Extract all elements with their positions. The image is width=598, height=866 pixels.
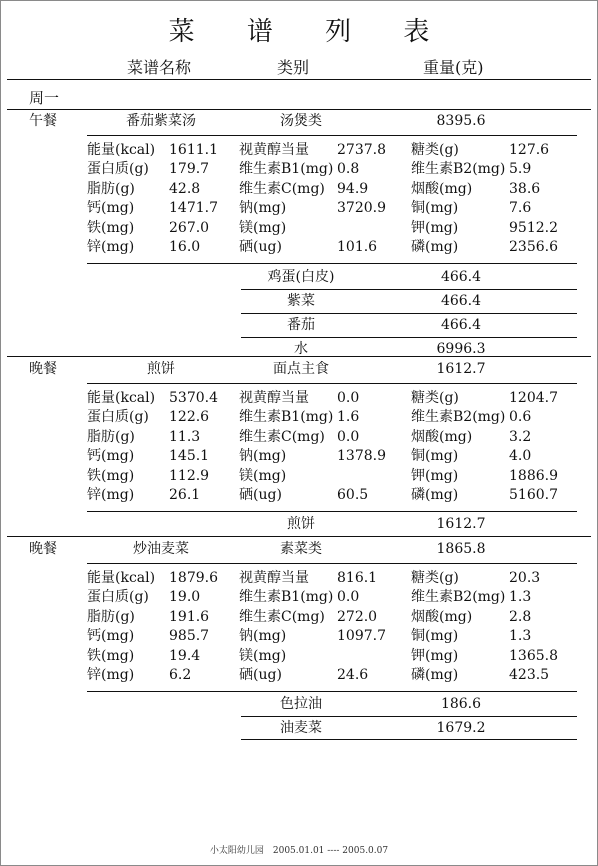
table-end-rule <box>241 739 577 740</box>
ingredient-row-rule <box>241 337 577 338</box>
meal-row-rule <box>7 109 591 110</box>
nutrient-name: 钠(mg) <box>239 200 287 217</box>
nutrient-name: 烟酸(mg) <box>411 180 473 197</box>
nutrient-name: 维生素C(mg) <box>239 180 325 197</box>
nutrient-name: 蛋白质(g) <box>87 409 149 426</box>
column-header-dish-name: 菜谱名称 <box>127 58 192 77</box>
nutrient-name: 能量(kcal) <box>87 390 156 406</box>
header-rule <box>7 79 591 80</box>
nutrient-name: 钠(mg) <box>239 448 287 465</box>
column-header-category: 类别 <box>277 58 310 77</box>
ingredient-weight: 466.4 <box>440 269 482 285</box>
weekday-label: 周一 <box>29 89 60 107</box>
nutrient-value: 272.0 <box>337 608 378 625</box>
nutrient-value: 1.3 <box>509 628 532 645</box>
nutrient-name: 锌(mg) <box>87 667 135 683</box>
nutrient-value: 127.6 <box>509 142 550 158</box>
nutrient-name: 磷(mg) <box>411 667 459 683</box>
ingredient-row-rule <box>241 313 577 314</box>
ingredient-weight: 1612.7 <box>436 516 486 532</box>
dish-weight: 1612.7 <box>436 361 486 377</box>
nutrient-value: 20.3 <box>509 570 541 586</box>
nutrient-name: 磷(mg) <box>411 239 459 255</box>
ingredient-weight: 6996.3 <box>436 341 486 357</box>
ingredient-name: 水 <box>294 341 308 357</box>
nutrient-name: 锌(mg) <box>87 239 135 255</box>
nutrient-value: 985.7 <box>169 628 210 645</box>
ingredient-name: 番茄 <box>287 317 315 333</box>
nutrient-value: 1365.8 <box>509 647 558 664</box>
nutrient-name: 锌(mg) <box>87 487 135 503</box>
nutrient-value: 11.3 <box>169 428 201 445</box>
nutrient-value: 2356.6 <box>509 239 558 255</box>
nutrient-name: 镁(mg) <box>239 647 287 664</box>
nutrient-value: 26.1 <box>169 487 201 503</box>
nutrient-name: 铁(mg) <box>87 467 135 484</box>
nutrient-value: 19.4 <box>169 647 201 664</box>
ingredient-name: 油麦菜 <box>280 720 322 736</box>
ingredient-row-rule <box>241 716 577 717</box>
page-title: 菜 谱 列 表 <box>168 17 452 47</box>
nutrient-name: 维生素B2(mg) <box>411 161 506 178</box>
meal-label: 午餐 <box>29 113 57 129</box>
ingredient-weight: 466.4 <box>440 293 482 309</box>
nutrient-name: 视黄醇当量 <box>239 142 309 158</box>
nutrient-name: 钠(mg) <box>239 628 287 645</box>
nutrient-value: 2737.8 <box>337 142 386 158</box>
dish-weight: 1865.8 <box>436 541 486 557</box>
nutrient-value: 3.2 <box>509 428 532 445</box>
nutrient-name: 硒(ug) <box>239 239 282 255</box>
nutrient-name: 钾(mg) <box>411 647 459 664</box>
page-footer: 小太阳幼儿园 2005.01.01 ---- 2005.0.07 <box>209 846 389 856</box>
nutrient-name: 铜(mg) <box>411 200 459 217</box>
nutrient-value: 5370.4 <box>169 390 218 406</box>
nutrient-value: 6.2 <box>169 667 192 683</box>
nutrient-name: 钾(mg) <box>411 467 459 484</box>
nutrient-name: 维生素B2(mg) <box>411 589 506 606</box>
nutrient-value: 5.9 <box>509 161 532 178</box>
nutrient-value: 1879.6 <box>169 570 218 586</box>
nutrient-value: 1471.7 <box>169 200 218 217</box>
nutrient-name: 维生素B1(mg) <box>239 409 334 426</box>
nutrient-value: 423.5 <box>509 667 550 683</box>
nutrient-rule <box>87 135 577 136</box>
dish-category: 素菜类 <box>280 541 322 557</box>
nutrient-value: 1886.9 <box>509 467 558 484</box>
nutrient-name: 能量(kcal) <box>87 142 156 158</box>
nutrient-value: 122.6 <box>169 409 210 426</box>
nutrient-value: 1611.1 <box>169 142 218 158</box>
nutrient-value: 1378.9 <box>337 448 386 465</box>
nutrient-value: 0.0 <box>337 589 360 606</box>
dish-category: 面点主食 <box>273 361 329 377</box>
nutrient-name: 糖类(g) <box>411 570 459 586</box>
nutrient-value: 101.6 <box>337 239 378 255</box>
nutrient-value: 24.6 <box>337 667 369 683</box>
nutrient-rule <box>87 383 577 384</box>
nutrient-name: 铁(mg) <box>87 219 135 236</box>
nutrient-name: 维生素B1(mg) <box>239 589 334 606</box>
nutrient-name: 烟酸(mg) <box>411 608 473 625</box>
dish-category: 汤煲类 <box>280 113 322 129</box>
nutrient-name: 蛋白质(g) <box>87 161 149 178</box>
nutrient-value: 0.0 <box>337 428 360 445</box>
nutrient-name: 钙(mg) <box>87 200 135 217</box>
ingredient-row-rule <box>241 289 577 290</box>
nutrient-name: 蛋白质(g) <box>87 589 149 606</box>
nutrient-name: 镁(mg) <box>239 467 287 484</box>
nutrient-name: 烟酸(mg) <box>411 428 473 445</box>
nutrient-rule <box>87 563 577 564</box>
nutrient-name: 铁(mg) <box>87 647 135 664</box>
nutrient-value: 191.6 <box>169 608 210 625</box>
dish-name: 炒油麦菜 <box>133 541 189 557</box>
ingredient-weight: 466.4 <box>440 317 482 333</box>
nutrient-value: 1.3 <box>509 589 532 606</box>
nutrient-value: 0.8 <box>337 161 360 178</box>
nutrient-name: 维生素C(mg) <box>239 608 325 625</box>
nutrient-name: 糖类(g) <box>411 142 459 158</box>
nutrient-value: 5160.7 <box>509 487 558 503</box>
nutrient-value: 0.6 <box>509 409 532 426</box>
nutrient-value: 38.6 <box>509 180 541 197</box>
nutrient-value: 1097.7 <box>337 628 386 645</box>
nutrient-value: 94.9 <box>337 180 369 197</box>
nutrient-value: 2.8 <box>509 608 532 625</box>
meal-label: 晚餐 <box>29 361 57 377</box>
nutrient-value: 112.9 <box>169 467 210 484</box>
dish-weight: 8395.6 <box>436 113 486 129</box>
nutrient-name: 维生素C(mg) <box>239 428 325 445</box>
ingredient-name: 鸡蛋(白皮) <box>267 269 335 285</box>
meal-row-rule <box>7 536 591 537</box>
ingredient-name: 煎饼 <box>287 516 315 532</box>
ingredient-rule <box>87 691 577 692</box>
nutrient-name: 磷(mg) <box>411 487 459 503</box>
ingredient-rule <box>87 263 577 264</box>
nutrient-name: 视黄醇当量 <box>239 570 309 586</box>
nutrient-value: 816.1 <box>337 570 378 586</box>
nutrient-name: 镁(mg) <box>239 219 287 236</box>
nutrient-name: 钙(mg) <box>87 448 135 465</box>
nutrient-name: 维生素B2(mg) <box>411 409 506 426</box>
column-header-weight: 重量(克) <box>423 58 484 77</box>
nutrient-name: 糖类(g) <box>411 390 459 406</box>
nutrient-name: 硒(ug) <box>239 667 282 683</box>
nutrient-value: 42.8 <box>169 180 201 197</box>
nutrient-name: 铜(mg) <box>411 448 459 465</box>
nutrient-value: 179.7 <box>169 161 210 178</box>
meal-label: 晚餐 <box>29 541 57 557</box>
nutrient-value: 60.5 <box>337 487 369 503</box>
nutrient-name: 钾(mg) <box>411 219 459 236</box>
nutrient-name: 钙(mg) <box>87 628 135 645</box>
dish-name: 煎饼 <box>147 361 175 377</box>
nutrient-name: 硒(ug) <box>239 487 282 503</box>
nutrient-value: 7.6 <box>509 200 532 217</box>
nutrient-value: 4.0 <box>509 448 532 465</box>
nutrient-name: 脂肪(g) <box>87 428 135 445</box>
nutrient-name: 视黄醇当量 <box>239 390 309 406</box>
nutrient-value: 19.0 <box>169 589 201 606</box>
nutrient-name: 铜(mg) <box>411 628 459 645</box>
ingredient-name: 色拉油 <box>280 696 322 712</box>
ingredient-rule <box>87 511 577 512</box>
nutrient-name: 维生素B1(mg) <box>239 161 334 178</box>
nutrient-name: 能量(kcal) <box>87 570 156 586</box>
nutrient-value: 16.0 <box>169 239 201 255</box>
nutrient-name: 脂肪(g) <box>87 608 135 625</box>
ingredient-row-rule <box>241 356 577 357</box>
nutrient-value: 267.0 <box>169 219 210 236</box>
nutrient-value: 3720.9 <box>337 200 386 217</box>
nutrient-value: 9512.2 <box>509 219 558 236</box>
nutrient-name: 脂肪(g) <box>87 180 135 197</box>
nutrient-value: 1.6 <box>337 409 360 426</box>
nutrient-value: 0.0 <box>337 390 360 406</box>
ingredient-name: 紫菜 <box>287 293 315 309</box>
ingredient-weight: 186.6 <box>440 696 482 712</box>
dish-name: 番茄紫菜汤 <box>126 113 196 129</box>
ingredient-weight: 1679.2 <box>436 720 486 736</box>
nutrient-value: 1204.7 <box>509 390 558 406</box>
nutrient-value: 145.1 <box>169 448 210 465</box>
